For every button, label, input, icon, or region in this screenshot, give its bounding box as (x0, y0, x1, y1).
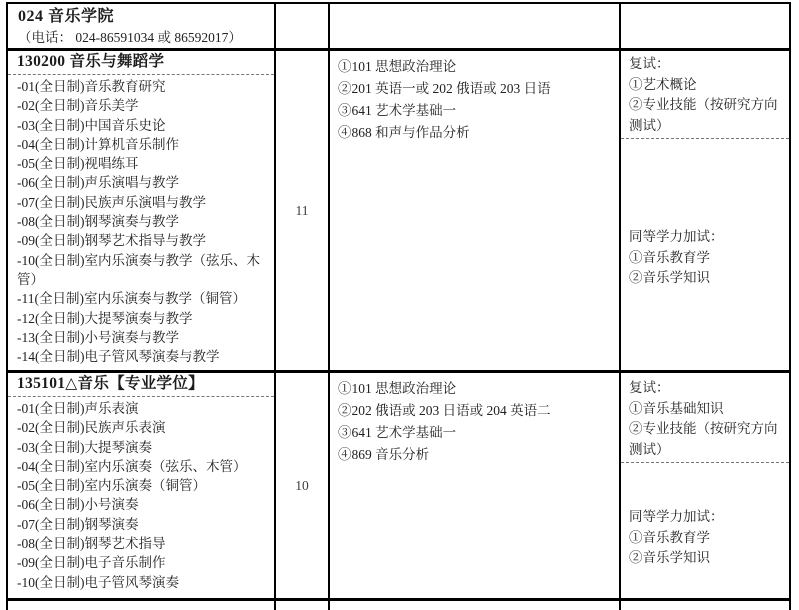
sliver-cell (8, 601, 276, 610)
exam-subject-item: ①101 思想政治理论 (338, 381, 457, 396)
retest-title: 复试： (629, 380, 670, 395)
direction-item: -02(全日制)音乐美学 (17, 98, 139, 114)
addendum-block (629, 507, 782, 569)
sliver-cell (276, 601, 330, 610)
college-header-row (8, 4, 789, 51)
direction-item: -09(全日制)电子音乐制作 (17, 555, 166, 571)
dashed-divider (621, 462, 789, 463)
college-header-cell (8, 4, 276, 48)
addendum-item: ②音乐学知识 (629, 270, 710, 285)
exam-subject-item: ③641 艺术学基础一 (338, 103, 457, 118)
empty-enrollment-cell (276, 4, 330, 48)
enrollment-count: 11 (295, 202, 309, 218)
next-row-sliver (8, 601, 789, 610)
direction-item: -05(全日制)室内乐演奏（铜管） (17, 478, 206, 494)
retest-cell (621, 373, 789, 598)
exam-subject-item: ③641 艺术学基础一 (338, 425, 457, 440)
program-title: 135101△音乐【专业学位】 (8, 373, 274, 397)
direction-item: -08(全日制)钢琴艺术指导 (17, 536, 166, 552)
program-title: 130200 音乐与舞蹈学 (8, 51, 274, 75)
exam-subject-list (338, 56, 613, 144)
exam-subject-item: ④868 和声与作品分析 (338, 125, 470, 140)
direction-item: -01(全日制)音乐教育研究 (17, 79, 166, 94)
college-title: 024 音乐学院 (18, 8, 115, 25)
addendum-title: 同等学力加试： (629, 509, 724, 524)
retest-cell (621, 51, 789, 370)
retest-item: ①音乐基础知识 (629, 400, 724, 416)
program-directions-cell (8, 51, 276, 370)
exam-subject-item: ④869 音乐分析 (338, 447, 430, 462)
retest-item: ②专业技能（按研究方向测试） (629, 421, 778, 457)
exam-subjects-cell (330, 51, 621, 370)
addendum-item-list (629, 528, 782, 569)
sliver-cell (621, 601, 789, 610)
program-row-135101 (8, 373, 789, 601)
dashed-divider (621, 138, 789, 139)
addendum-item-list (629, 248, 782, 289)
retest-item-list (629, 75, 782, 137)
empty-subjects-cell (330, 4, 621, 48)
addendum-block (629, 227, 782, 289)
addendum-item: ②音乐学知识 (629, 550, 710, 565)
retest-item: ②专业技能（按研究方向测试） (629, 97, 778, 133)
direction-item: -07(全日制)民族声乐演唱与教学 (17, 194, 206, 210)
enrollment-count: 10 (295, 477, 309, 493)
direction-item: -03(全日制)大提琴演奏 (17, 439, 152, 455)
direction-item: -08(全日制)钢琴演奏与教学 (17, 214, 179, 230)
sliver-cell (330, 601, 621, 610)
direction-item: -10(全日制)室内乐演奏与教学（弦乐、木管） (17, 252, 260, 287)
direction-item: -03(全日制)中国音乐史论 (17, 117, 166, 133)
direction-list (8, 75, 274, 366)
college-phone: （电话： 024-86591034 或 86592017） (18, 30, 242, 45)
retest-item: ①艺术概论 (629, 76, 697, 92)
empty-retest-cell (621, 4, 789, 48)
direction-item: -04(全日制)计算机音乐制作 (17, 136, 179, 152)
program-row-130200 (8, 51, 789, 373)
addendum-item: ①音乐教育学 (629, 249, 710, 265)
direction-list (8, 397, 274, 592)
direction-item: -06(全日制)声乐演唱与教学 (17, 175, 179, 191)
direction-item: -01(全日制)声乐表演 (17, 401, 139, 416)
direction-item: -06(全日制)小号演奏 (17, 497, 139, 513)
direction-item: -07(全日制)钢琴演奏 (17, 516, 139, 532)
direction-item: -02(全日制)民族声乐表演 (17, 420, 166, 436)
exam-subject-item: ①101 思想政治理论 (338, 59, 457, 74)
direction-item: -12(全日制)大提琴演奏与教学 (17, 310, 193, 326)
direction-item: -13(全日制)小号演奏与教学 (17, 329, 179, 345)
exam-subject-item: ②201 英语一或 202 俄语或 203 日语 (338, 81, 551, 96)
direction-item: -09(全日制)钢琴艺术指导与教学 (17, 233, 206, 249)
addendum-item: ①音乐教育学 (629, 529, 710, 545)
direction-item: -11(全日制)室内乐演奏与教学（铜管） (17, 291, 246, 307)
exam-subject-list (338, 378, 613, 466)
enrollment-cell (276, 51, 330, 370)
enrollment-cell (276, 373, 330, 598)
direction-item: -04(全日制)室内乐演奏（弦乐、木管） (17, 458, 247, 474)
exam-subject-item: ②202 俄语或 203 日语或 204 英语二 (338, 403, 551, 418)
exam-subjects-cell (330, 373, 621, 598)
direction-item: -14(全日制)电子管风琴演奏与教学 (17, 349, 220, 365)
admissions-table (6, 2, 791, 610)
program-directions-cell (8, 373, 276, 598)
direction-item: -05(全日制)视唱练耳 (17, 156, 139, 172)
retest-title: 复试： (629, 56, 670, 71)
addendum-title: 同等学力加试： (629, 229, 724, 244)
retest-item-list (629, 399, 782, 461)
direction-item: -10(全日制)电子管风琴演奏 (17, 574, 179, 590)
